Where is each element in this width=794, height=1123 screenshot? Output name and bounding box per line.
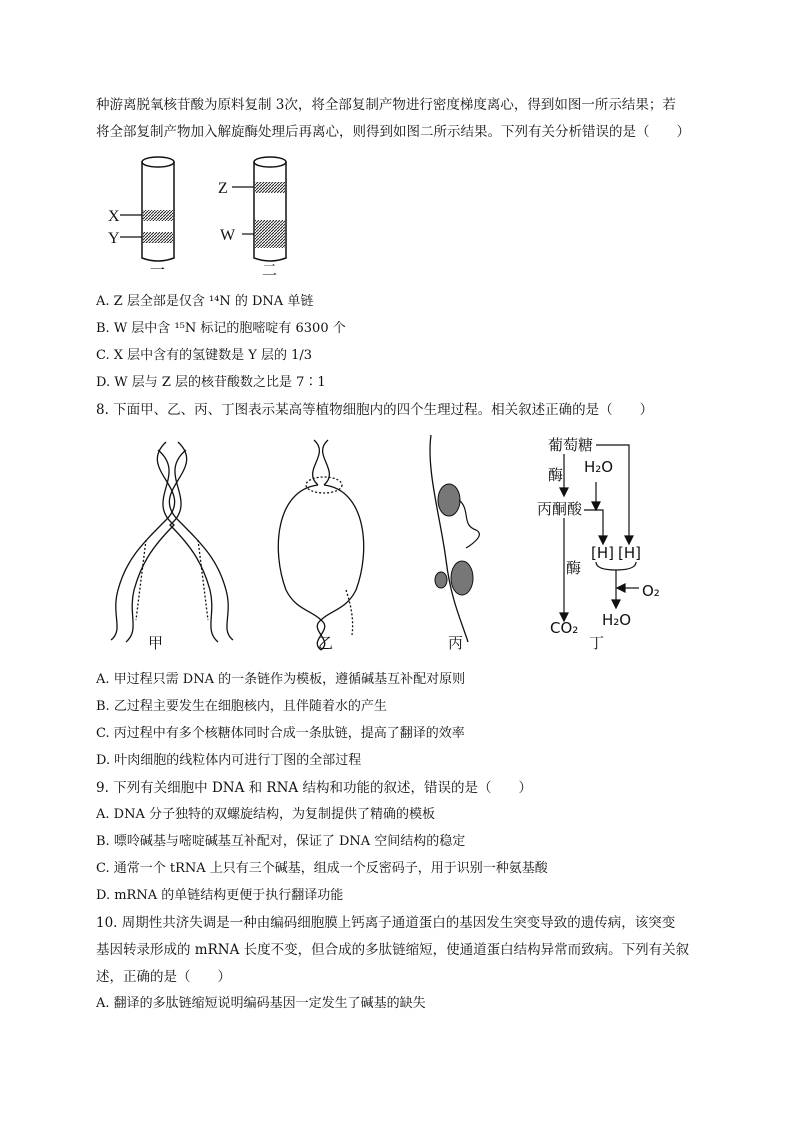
q7-option-d: D. W 层与 Z 层的核苷酸数之比是 7∶1 — [96, 375, 326, 390]
q7-stem-line1: 种游离脱氧核苷酸为原料复制 3次，将全部复制产物进行密度梯度离心，得到如图一所示结果；若 — [96, 97, 676, 113]
q10-option-a: A. 翻译的多肽链缩短说明编码基因一定发生了碱基的缺失 — [96, 996, 426, 1011]
label-enzyme-1: 酶 — [548, 466, 564, 484]
tube-one — [120, 157, 174, 261]
band-z — [255, 182, 285, 193]
q8-option-a: A. 甲过程只需 DNA 的一条链作为模板，遵循碱基互补配对原则 — [96, 672, 466, 687]
label-co2: CO₂ — [550, 619, 579, 637]
q10-stem-line3: 述，正确的是（ ） — [96, 969, 231, 985]
caption-tube-two: 二 — [262, 261, 278, 278]
label-y: Y — [108, 230, 120, 247]
q8-process-figure — [96, 430, 676, 660]
label-h2o-in: H₂O — [584, 458, 614, 476]
figure-yi-transcription — [278, 440, 363, 650]
caption-ding: 丁 — [589, 634, 605, 652]
ribosome-1 — [438, 484, 460, 516]
figure-bing-translation — [430, 435, 479, 642]
label-enzyme-2: 酶 — [566, 559, 582, 577]
ribosome-2 — [451, 561, 473, 595]
caption-tube-one: 一 — [150, 261, 166, 278]
band-x — [143, 210, 173, 221]
figure-jia-replication — [111, 442, 233, 642]
q9-option-c: C. 通常一个 tRNA 上只有三个碱基，组成一个反密码子，用于识别一种氨基酸 — [96, 861, 548, 876]
q9-option-d: D. mRNA 的单链结构更便于执行翻译功能 — [96, 888, 344, 903]
caption-bing: 丙 — [448, 634, 464, 652]
q9-stem: 9. 下列有关细胞中 DNA 和 RNA 结构和功能的叙述，错误的是（ ） — [96, 780, 532, 796]
q9-option-b: B. 嘌呤碱基与嘧啶碱基互补配对，保证了 DNA 空间结构的稳定 — [96, 834, 466, 849]
q7-option-c: C. X 层中含有的氢键数是 Y 层的 1/3 — [96, 348, 313, 363]
caption-jia: 甲 — [148, 634, 164, 652]
caption-yi: 乙 — [318, 634, 334, 652]
tube-two — [232, 157, 286, 261]
q7-option-b: B. W 层中含 ¹⁵N 标记的胞嘧啶有 6300 个 — [96, 321, 346, 336]
q8-option-b: B. 乙过程主要发生在细胞核内，且伴随着水的产生 — [96, 699, 387, 714]
label-o2: O₂ — [642, 582, 660, 600]
label-glucose: 葡萄糖 — [548, 436, 594, 454]
label-x: X — [108, 208, 120, 225]
q8-option-d: D. 叶肉细胞的线粒体内可进行丁图的全部过程 — [96, 753, 362, 768]
label-w: W — [220, 227, 236, 244]
label-h-1: [H] — [591, 544, 614, 562]
band-y — [143, 232, 173, 243]
band-w — [255, 220, 285, 248]
q7-stem-line2: 将全部复制产物加入解旋酶处理后再离心，则得到如图二所示结果。下列有关分析错误的是（ ） — [96, 124, 690, 140]
q10-stem-line2: 基因转录形成的 mRNA 长度不变，但合成的多肽链缩短，使通道蛋白结构异常而致病。下列有关叙 — [96, 942, 690, 958]
q8-stem: 8. 下面甲、乙、丙、丁图表示某高等植物细胞内的四个生理过程。相关叙述正确的是（ ） — [96, 402, 654, 418]
q10-stem-line1: 10. 周期性共济失调是一种由编码细胞膜上钙离子通道蛋白的基因发生突变导致的遗传病，该突变 — [96, 915, 676, 931]
q7-centrifuge-figure — [100, 148, 300, 278]
q9-option-a: A. DNA 分子独特的双螺旋结构，为复制提供了精确的模板 — [96, 807, 435, 822]
label-h2o-out: H₂O — [602, 611, 632, 629]
label-z: Z — [218, 180, 228, 197]
label-h-2: [H] — [618, 544, 641, 562]
q8-option-c: C. 丙过程中有多个核糖体同时合成一条肽链，提高了翻译的效率 — [96, 726, 465, 741]
q7-option-a: A. Z 层全部是仅含 ¹⁴N 的 DNA 单链 — [96, 294, 314, 309]
label-pyruvate: 丙酮酸 — [537, 500, 583, 518]
